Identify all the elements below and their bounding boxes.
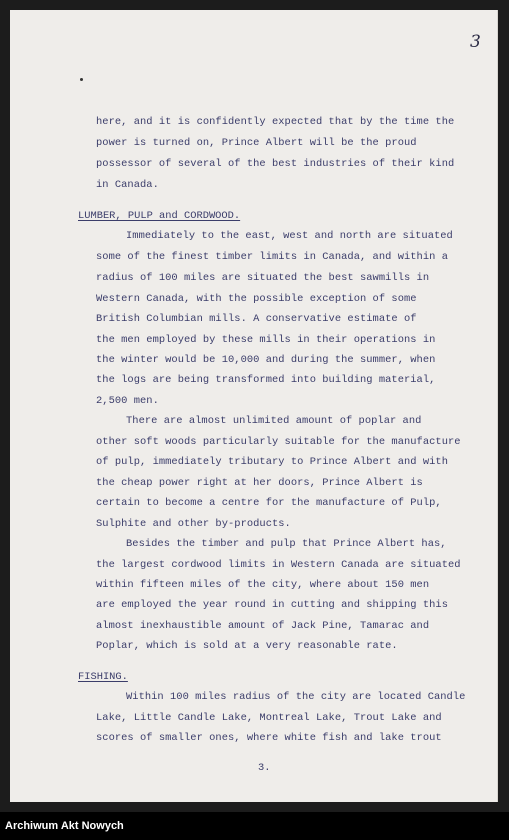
page-number: 3.	[258, 762, 271, 774]
text-line: are employed the year round in cutting and shipping this	[96, 599, 448, 611]
text-line: in Canada.	[96, 179, 159, 191]
text-line: Within 100 miles radius of the city are located Candle	[126, 691, 466, 703]
text-line: Western Canada, with the possible exception of some	[96, 293, 417, 305]
text-line: the winter would be 10,000 and during the summer, when	[96, 354, 436, 366]
section-heading-lumber: LUMBER, PULP and CORDWOOD.	[78, 210, 241, 222]
archive-footer: Archiwum Akt Nowych	[0, 812, 509, 840]
text-line: Poplar, which is sold at a very reasonable rate.	[96, 640, 398, 652]
text-line: within fifteen miles of the city, where about 150 men	[96, 579, 430, 591]
section-heading-fishing: FISHING.	[78, 671, 128, 683]
text-line: possessor of several of the best industries of their kind	[96, 158, 455, 170]
text-line: Immediately to the east, west and north are situated	[126, 230, 453, 242]
text-line: scores of smaller ones, where white fish and lake trout	[96, 732, 442, 744]
text-line: almost inexhaustible amount of Jack Pine, Tamarac and	[96, 620, 430, 632]
text-line: some of the finest timber limits in Canada, and within a	[96, 251, 448, 263]
text-line: Besides the timber and pulp that Prince Albert has,	[126, 538, 447, 550]
text-line: the men employed by these mills in their operations in	[96, 334, 436, 346]
handwritten-page-number: 3	[470, 32, 481, 52]
text-line: power is turned on, Prince Albert will be the proud	[96, 137, 417, 149]
text-line: British Columbian mills. A conservative estimate of	[96, 313, 417, 325]
document-page	[10, 10, 498, 802]
text-line: Lake, Little Candle Lake, Montreal Lake, Trout Lake and	[96, 712, 442, 724]
text-line: certain to become a centre for the manufacture of Pulp,	[96, 497, 442, 509]
text-line: the largest cordwood limits in Western Canada are situated	[96, 559, 461, 571]
text-line: other soft woods particularly suitable for the manufacture	[96, 436, 461, 448]
text-line: of pulp, immediately tributary to Prince Albert and with	[96, 456, 448, 468]
text-line: There are almost unlimited amount of poplar and	[126, 415, 422, 427]
text-line: the cheap power right at her doors, Prince Albert is	[96, 477, 423, 489]
ink-dot	[80, 78, 83, 81]
text-line: the logs are being transformed into building material,	[96, 374, 436, 386]
text-line: 2,500 men.	[96, 395, 159, 407]
text-line: radius of 100 miles are situated the best sawmills in	[96, 272, 430, 284]
text-line: Sulphite and other by-products.	[96, 518, 291, 530]
text-line: here, and it is confidently expected that by the time the	[96, 116, 455, 128]
